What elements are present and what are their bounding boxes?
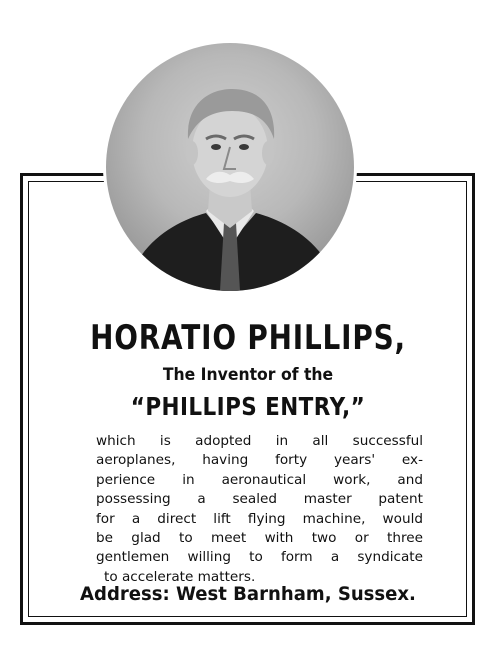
advert-subtitle: The Inventor of the bbox=[162, 365, 334, 385]
advert-name: HORATIO PHILLIPS, bbox=[90, 318, 406, 358]
body-line: gentlemen willing to form a syndicate bbox=[96, 549, 423, 566]
body-line: which is adopted in all successful bbox=[96, 433, 423, 449]
body-line: for a direct lift flying machine, would bbox=[96, 510, 423, 527]
advert-body bbox=[96, 432, 423, 587]
advert-address: Address: West Barnham, Sussex. bbox=[80, 583, 416, 605]
portrait-illustration bbox=[106, 43, 354, 291]
advert-entry: “PHILLIPS ENTRY,” bbox=[130, 392, 366, 421]
portrait-photo bbox=[106, 43, 354, 291]
body-line: possessing a sealed master patent bbox=[96, 491, 423, 508]
portrait-frame bbox=[103, 40, 357, 294]
body-line: be glad to meet with two or three bbox=[96, 529, 423, 546]
body-line: to accelerate matters. bbox=[104, 568, 256, 585]
body-line: perience in aeronautical work, and bbox=[96, 471, 423, 488]
body-line: aeroplanes, having forty years' ex- bbox=[96, 452, 423, 469]
